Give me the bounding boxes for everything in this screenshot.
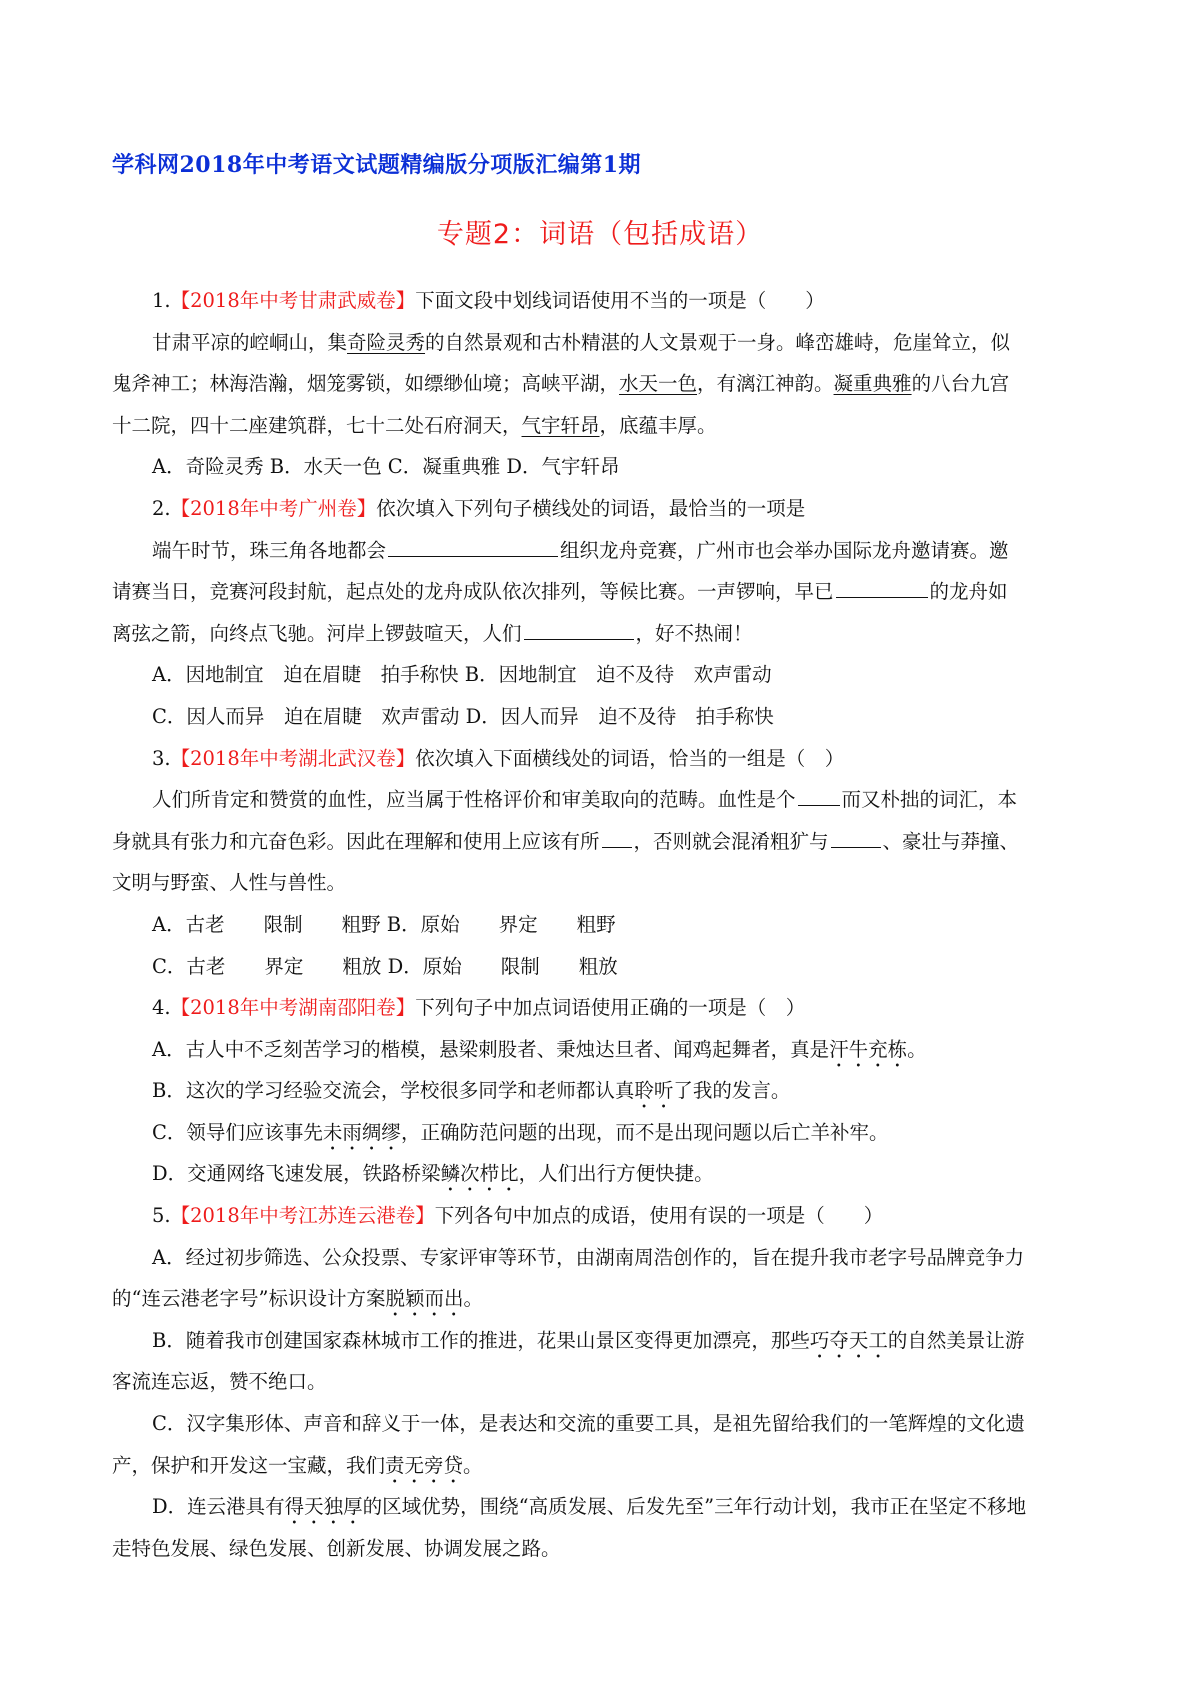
question-1-passage-line: 甘肃平凉的崆峒山，集奇险灵秀的自然景观和古朴精湛的人文景观于一身。峰峦雄峙，危崖耸立，似 — [152, 330, 1011, 354]
question-3-options-ab: A．古老 限制 粗野 B．原始 界定 粗野 — [152, 912, 616, 936]
question-5-option-b-line: B．随着我市创建国家森林城市工作的推进，花果山景区变得更加漂亮，那些巧夺天工的自然美景让游 — [152, 1328, 1025, 1352]
question-source: 【2018年中考广州卷】 — [170, 496, 377, 520]
question-4-stem: 4.【2018年中考湖南邵阳卷】下列句子中加点词语使用正确的一项是（ ） — [152, 996, 806, 1020]
question-3-passage-line: 人们所肯定和赞赏的血性，应当属于性格评价和审美取向的范畴。血性是个 而又朴拙的词汇，本 — [112, 779, 1100, 821]
dotted-word: 巧夺天工 — [809, 1328, 888, 1352]
question-3-stem: 3.【2018年中考湖北武汉卷】依次填入下面横线处的词语，恰当的一组是（ ） — [152, 746, 845, 770]
question-5-option-c-line: C．汉字集形体、声音和辞义于一体，是表达和交流的重要工具，是祖先留给我们的一笔辉煌的文化遗 — [152, 1412, 1025, 1436]
fill-blank — [831, 827, 881, 848]
dotted-word: 脱颖而出 — [385, 1287, 464, 1311]
dotted-word: 得天独厚 — [284, 1495, 363, 1519]
question-1-stem: 1.【2018年中考甘肃武威卷】下面文段中划线词语使用不当的一项是（ ） — [152, 289, 825, 312]
question-4-option-a: A．古人中不乏刻苦学习的楷模，悬梁刺股者、秉烛达旦者、闻鸡起舞者，真是汗牛充栋。 — [152, 1037, 927, 1061]
question-5-option-a-line: 的“连云港老字号”标识设计方案脱颖而出。 — [112, 1287, 483, 1311]
question-3-options-cd: C．古老 界定 粗放 D．原始 限制 粗放 — [152, 954, 618, 978]
fill-blank — [602, 827, 632, 848]
question-2-passage-line: 端午时节，珠三角各地都会 组织龙舟竞赛，广州市也会举办国际龙舟邀请赛。邀 — [112, 530, 1100, 572]
dotted-word: 鳞次栉比 — [440, 1162, 519, 1186]
underlined-word: 奇险灵秀 — [347, 330, 426, 354]
dotted-word: 汗牛充栋 — [829, 1037, 908, 1061]
question-5-option-a-line: A．经过初步筛选、公众投票、专家评审等环节，由湖南周浩创作的，旨在提升我市老字号品牌竞争力 — [152, 1245, 1025, 1269]
question-2-passage-line: 请赛当日，竞赛河段封航，起点处的龙舟成队依次排列，等候比赛。一声锣响，早已 的龙舟如 — [112, 571, 1100, 613]
fill-blank — [388, 536, 558, 557]
question-source: 【2018年中考湖北武汉卷】 — [170, 746, 416, 770]
question-1-passage-line: 鬼斧神工；林海浩瀚，烟笼雾锁，如缥缈仙境；高峡平湖，水天一色，有漓江神韵。凝重典雅的八台九宫 — [112, 372, 1010, 396]
question-source: 【2018年中考甘肃武威卷】 — [170, 289, 416, 312]
question-2-passage-line: 离弦之箭，向终点飞驰。河岸上锣鼓喧天，人们 ，好不热闹！ — [112, 613, 1100, 655]
question-5-stem: 5.【2018年中考江苏连云港卷】下列各句中加点的成语，使用有误的一项是（ ） — [152, 1204, 884, 1228]
dotted-word: 未雨绸缪 — [322, 1120, 401, 1144]
question-5-option-c-line: 产，保护和开发这一宝藏，我们责无旁贷。 — [112, 1453, 483, 1477]
underlined-word: 水天一色 — [619, 372, 698, 396]
fill-blank — [524, 619, 634, 640]
underlined-word: 凝重典雅 — [833, 372, 912, 396]
question-4-option-c: C．领导们应该事先未雨绸缪，正确防范问题的出现，而不是出现问题以后亡羊补牢。 — [152, 1120, 889, 1144]
question-source: 【2018年中考江苏连云港卷】 — [170, 1204, 435, 1228]
question-2-options-cd: C．因人而异 迫在眉睫 欢声雷动 D．因人而异 迫不及待 拍手称快 — [152, 704, 774, 728]
fill-blank — [798, 785, 840, 806]
question-5-option-d-line: D．连云港具有得天独厚的区域优势，围绕“高质发展、后发先至”三年行动计划，我市正在坚定不移地 — [152, 1495, 1027, 1519]
fill-blank — [836, 577, 928, 598]
question-5-option-b-line: 客流连忘返，赞不绝口。 — [112, 1370, 327, 1394]
question-5-option-d-line: 走特色发展、绿色发展、创新发展、协调发展之路。 — [112, 1536, 561, 1560]
document-header: 学科网2018年中考语文试题精编版分项版汇编第1期 — [112, 152, 642, 178]
question-3-passage-line: 身就具有张力和亢奋色彩。因此在理解和使用上应该有所 ，否则就会混淆粗犷与 、豪壮与莽撞、 — [112, 821, 1100, 863]
question-4-option-d: D．交通网络飞速发展，铁路桥梁鳞次栉比，人们出行方便快捷。 — [152, 1162, 714, 1186]
underlined-word: 气宇轩昂 — [521, 413, 600, 437]
dotted-word: 聆听 — [634, 1079, 674, 1103]
question-2-options-ab: A．因地制宜 迫在眉睫 拍手称快 B．因地制宜 迫不及待 欢声雷动 — [152, 663, 772, 687]
question-1-options: A．奇险灵秀 B．水天一色 C．凝重典雅 D．气宇轩昂 — [152, 455, 620, 479]
question-2-stem: 2.【2018年中考广州卷】依次填入下列句子横线处的词语，最恰当的一项是 — [152, 496, 806, 520]
question-source: 【2018年中考湖南邵阳卷】 — [170, 996, 416, 1020]
document-body — [112, 280, 1100, 1569]
page-title: 专题2：词语（包括成语） — [436, 219, 764, 250]
question-3-passage-line: 文明与野蛮、人性与兽性。 — [112, 871, 347, 895]
question-1-passage-line: 十二院，四十二座建筑群，七十二处石府洞天，气宇轩昂，底蕴丰厚。 — [112, 413, 717, 437]
dotted-word: 责无旁贷 — [385, 1453, 464, 1477]
question-4-option-b: B．这次的学习经验交流会，学校很多同学和老师都认真聆听了我的发言。 — [152, 1079, 791, 1103]
